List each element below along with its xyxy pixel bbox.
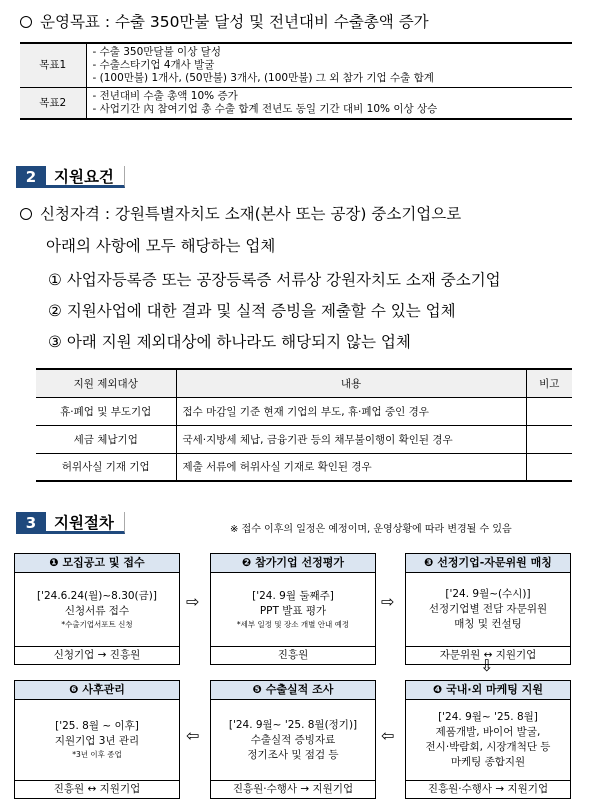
section-number: 2 xyxy=(16,166,46,188)
bullet-circle-icon xyxy=(20,16,32,28)
exclusion-content: 제출 서류에 허위사실 기재로 확인된 경우 xyxy=(176,453,526,481)
step-footer: 진흥원 ↔ 지원기업 xyxy=(15,780,179,798)
arrow-left-icon: ⇦ xyxy=(381,726,395,745)
arrow-right-icon: ⇨ xyxy=(186,592,200,611)
exclusion-content: 국세·지방세 체납, 금융기관 등의 채무불이행이 확인된 경우 xyxy=(176,425,526,453)
step-footer: 진흥원·수행사 → 지원기업 xyxy=(406,780,570,798)
requirement-item: ① 사업자등록증 또는 공장등록증 서류상 강원자치도 소재 중소기업 xyxy=(48,271,501,289)
step-body: ['24.6.24(월)~8.30(금)] 신청서류 접수 *수출기업서포트 신청 xyxy=(36,589,157,629)
qualification-line-2: 아래의 사항에 모두 해당하는 업체 xyxy=(46,237,276,255)
exclusion-target: 세금 체납기업 xyxy=(36,425,176,453)
arrow-right-icon: ⇨ xyxy=(381,592,395,611)
step-6-box xyxy=(14,680,180,799)
exclusion-note xyxy=(526,397,572,425)
step-4-box xyxy=(405,680,571,799)
goal-key: 목표2 xyxy=(20,88,86,120)
goal-key: 목표1 xyxy=(20,43,86,88)
table-header-row xyxy=(36,369,572,397)
bullet-circle-icon xyxy=(20,208,32,220)
step-footer: 진흥원 xyxy=(211,646,375,664)
goal-heading: 운영목표 : 수출 350만불 달성 및 전년대비 수출총액 증가 xyxy=(20,10,429,32)
arrow-left-icon: ⇦ xyxy=(186,726,200,745)
step-3-box xyxy=(405,553,571,665)
step-5-box xyxy=(210,680,376,799)
table-row xyxy=(36,453,572,481)
goal-table xyxy=(20,42,572,120)
requirement-item: ② 지원사업에 대한 결과 및 실적 증빙을 제출할 수 있는 업체 xyxy=(48,302,456,320)
step-footer: 진흥원·수행사 → 지원기업 xyxy=(211,780,375,798)
exclusion-table xyxy=(36,368,572,482)
table-row xyxy=(36,425,572,453)
column-header: 비고 xyxy=(526,369,572,397)
step-title: ❷ 참가기업 선정평가 xyxy=(211,554,375,573)
step-title: ❻ 사후관리 xyxy=(15,681,179,700)
exclusion-target: 허위사실 기재 기업 xyxy=(36,453,176,481)
step-title: ❺ 수출실적 조사 xyxy=(211,681,375,700)
exclusion-target: 휴·폐업 및 부도기업 xyxy=(36,397,176,425)
step-1-box xyxy=(14,553,180,665)
step-body: ['24. 9월~(수시)] 선정기업별 전담 자문위원 매칭 및 컨설팅 xyxy=(428,588,548,630)
qualification-line: 신청자격 : 강원특별자치도 소재(본사 또는 공장) 중소기업으로 xyxy=(20,202,461,224)
exclusion-note xyxy=(526,453,572,481)
section-number: 3 xyxy=(16,512,46,534)
step-title: ❸ 선정기업-자문위원 매칭 xyxy=(406,554,570,573)
step-2-box xyxy=(210,553,376,665)
goal-desc: - 수출 350만달불 이상 달성 - 수출스타기업 4개사 발굴 - (100만불) 1개사, (50만불) 3개사, (100만불) 그 외 참가 기업 수출 합계 xyxy=(86,43,572,88)
exclusion-note xyxy=(526,425,572,453)
step-title: ❹ 국내·외 마케팅 지원 xyxy=(406,681,570,700)
step-body: ['24. 9월 둘째주] PPT 발표 평가 *세부 일정 및 장소 개별 안내 예정 xyxy=(236,589,350,629)
step-body: ['24. 9월~ '25. 8월] 제품개발, 바이어 발굴, 전시·박람회, 시장개척단 등 마케팅 종합지원 xyxy=(425,711,551,768)
requirement-item: ③ 아래 지원 제외대상에 하나라도 해당되지 않는 업체 xyxy=(48,333,411,351)
schedule-note: ※ 접수 이후의 일정은 예정이며, 운영상황에 따라 변경될 수 있음 xyxy=(230,524,512,535)
arrow-down-icon: ⇩ xyxy=(480,656,494,675)
section-2-heading xyxy=(16,166,125,188)
table-row xyxy=(20,43,572,88)
exclusion-content: 접수 마감일 기준 현재 기업의 부도, 휴·폐업 중인 경우 xyxy=(176,397,526,425)
step-footer: 신청기업 → 진흥원 xyxy=(15,646,179,664)
goal-desc: - 전년대비 수출 총액 10% 증가 - 사업기간 內 참여기업 총 수출 합계 전년도 동일 기간 대비 10% 이상 상승 xyxy=(86,88,572,120)
section-3-heading xyxy=(16,512,125,534)
step-title: ❶ 모집공고 및 접수 xyxy=(15,554,179,573)
step-body: ['25. 8월 ~ 이후] 지원기업 3년 관리 *3년 이후 종업 xyxy=(54,720,140,759)
table-row xyxy=(20,88,572,120)
section-title: 지원요건 xyxy=(46,166,125,188)
section-title: 지원절차 xyxy=(46,512,125,534)
column-header: 내용 xyxy=(176,369,526,397)
step-footer: 자문위원 ↔ 지원기업 xyxy=(406,646,570,664)
step-body: ['24. 9월~ '25. 8월(정기)] 수출실적 증빙자료 정기조사 및 점검 등 xyxy=(228,718,358,761)
table-row xyxy=(36,397,572,425)
column-header: 지원 제외대상 xyxy=(36,369,176,397)
